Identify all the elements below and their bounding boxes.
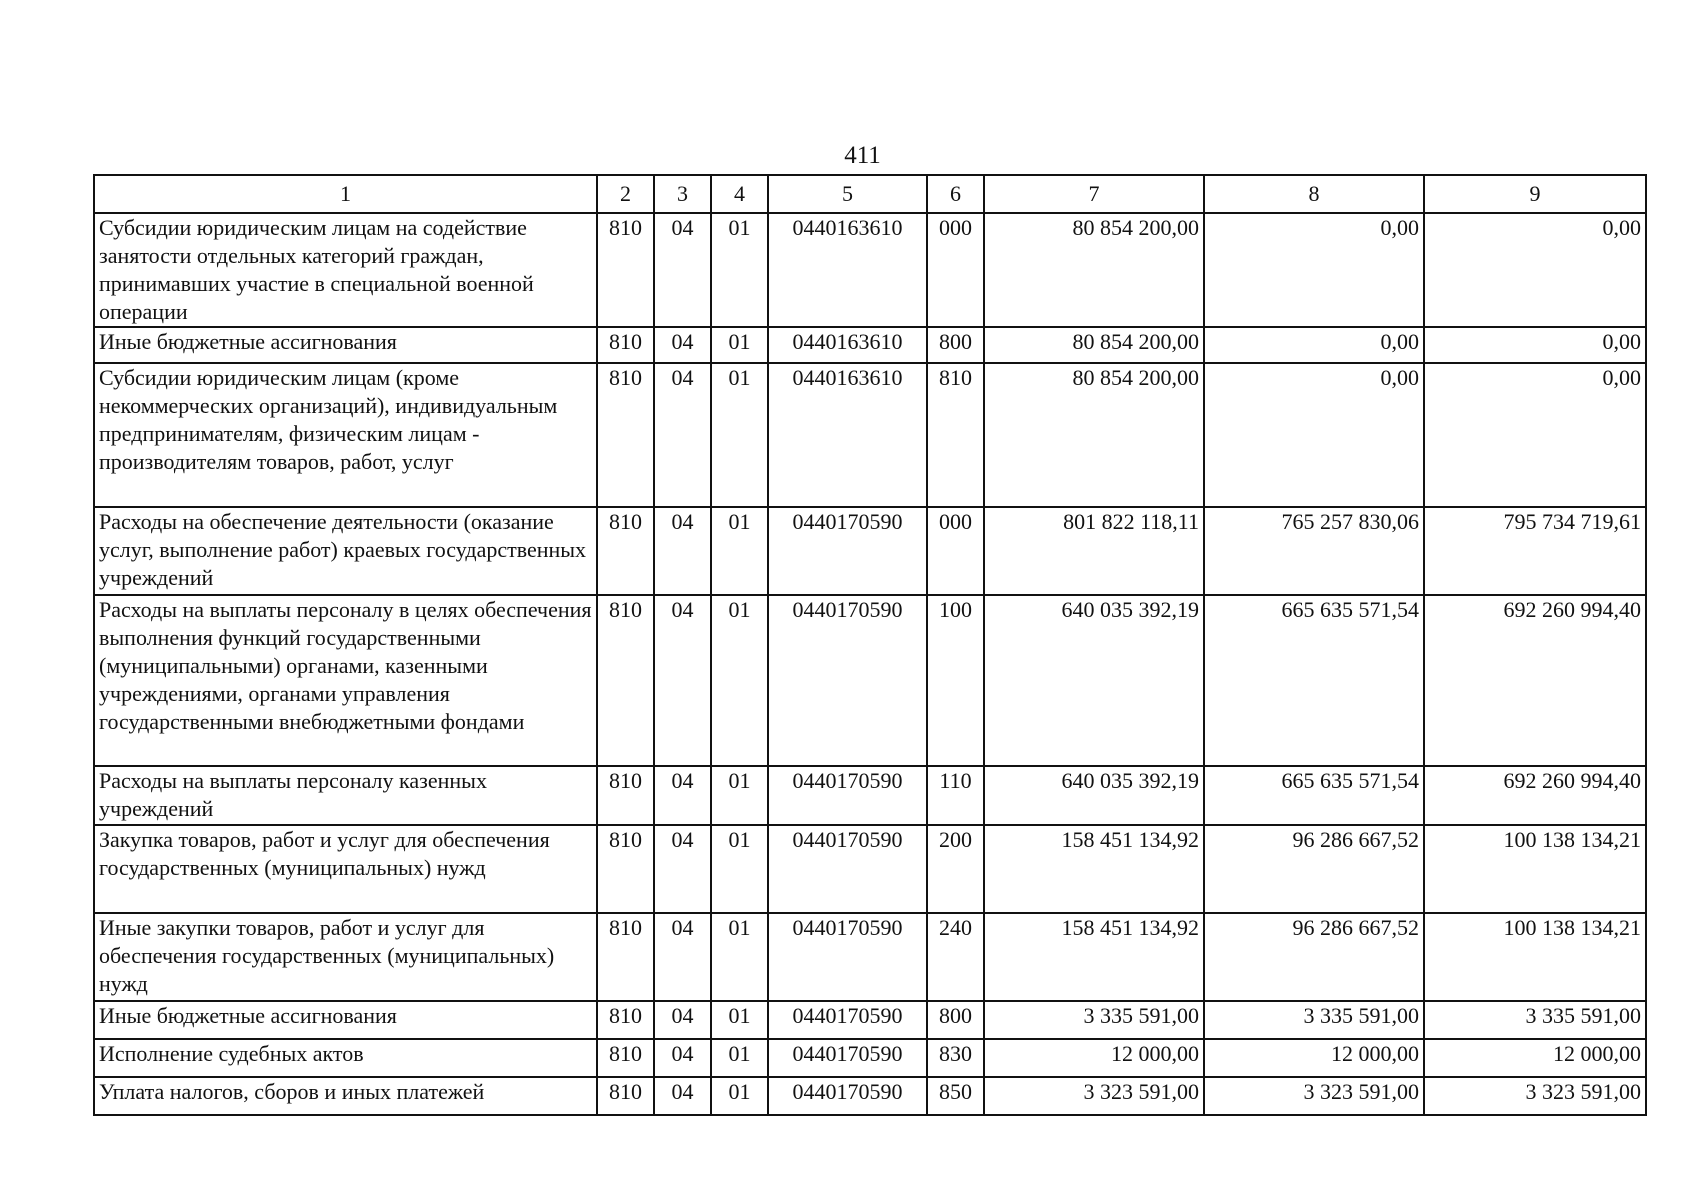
amount-col8: 3 335 591,00 bbox=[1204, 1001, 1424, 1039]
target-article-code: 0440170590 bbox=[768, 507, 927, 595]
amount-col9: 3 335 591,00 bbox=[1424, 1001, 1646, 1039]
amount-col8: 765 257 830,06 bbox=[1204, 507, 1424, 595]
target-article-code: 0440170590 bbox=[768, 825, 927, 913]
subsection-code: 01 bbox=[711, 825, 768, 913]
table-row bbox=[94, 825, 1646, 913]
admin-code: 810 bbox=[597, 1001, 654, 1039]
table-row bbox=[94, 766, 1646, 825]
admin-code: 810 bbox=[597, 595, 654, 766]
subsection-code: 01 bbox=[711, 363, 768, 507]
subsection-code: 01 bbox=[711, 327, 768, 363]
target-article-code: 0440170590 bbox=[768, 595, 927, 766]
table-row bbox=[94, 1001, 1646, 1039]
subsection-code: 01 bbox=[711, 595, 768, 766]
section-code: 04 bbox=[654, 913, 711, 1001]
row-name: Субсидии юридическим лицам (кроме некоммерческих организаций), индивидуальным предпринимателям, физическим лицам - производителям товаров, работ, услуг bbox=[94, 363, 597, 507]
expense-type-code: 800 bbox=[927, 1001, 984, 1039]
amount-col9: 100 138 134,21 bbox=[1424, 913, 1646, 1001]
header-cell: 3 bbox=[654, 175, 711, 213]
admin-code: 810 bbox=[597, 913, 654, 1001]
row-name: Субсидии юридическим лицам на содействие занятости отдельных категорий граждан, принимавших участие в специальной военной операции bbox=[94, 213, 597, 327]
row-name: Расходы на выплаты персоналу в целях обеспечения выполнения функций государственными (муниципальными) органами, казенными учреждениями, органами управления государственными внебюджетными фондами bbox=[94, 595, 597, 766]
target-article-code: 0440163610 bbox=[768, 327, 927, 363]
table-row bbox=[94, 213, 1646, 327]
row-name: Иные бюджетные ассигнования bbox=[94, 327, 597, 363]
expense-type-code: 100 bbox=[927, 595, 984, 766]
row-name: Уплата налогов, сборов и иных платежей bbox=[94, 1077, 597, 1115]
admin-code: 810 bbox=[597, 327, 654, 363]
amount-col9: 0,00 bbox=[1424, 363, 1646, 507]
target-article-code: 0440163610 bbox=[768, 363, 927, 507]
subsection-code: 01 bbox=[711, 1077, 768, 1115]
amount-col7: 12 000,00 bbox=[984, 1039, 1204, 1077]
budget-table bbox=[93, 174, 1647, 1116]
target-article-code: 0440170590 bbox=[768, 913, 927, 1001]
row-name: Расходы на обеспечение деятельности (оказание услуг, выполнение работ) краевых государственных учреждений bbox=[94, 507, 597, 595]
header-cell: 7 bbox=[984, 175, 1204, 213]
target-article-code: 0440170590 bbox=[768, 1001, 927, 1039]
header-cell: 9 bbox=[1424, 175, 1646, 213]
expense-type-code: 830 bbox=[927, 1039, 984, 1077]
expense-type-code: 110 bbox=[927, 766, 984, 825]
amount-col7: 640 035 392,19 bbox=[984, 595, 1204, 766]
amount-col7: 80 854 200,00 bbox=[984, 327, 1204, 363]
amount-col7: 158 451 134,92 bbox=[984, 913, 1204, 1001]
amount-col9: 692 260 994,40 bbox=[1424, 595, 1646, 766]
amount-col9: 795 734 719,61 bbox=[1424, 507, 1646, 595]
amount-col8: 0,00 bbox=[1204, 327, 1424, 363]
subsection-code: 01 bbox=[711, 507, 768, 595]
admin-code: 810 bbox=[597, 213, 654, 327]
subsection-code: 01 bbox=[711, 766, 768, 825]
row-name: Иные бюджетные ассигнования bbox=[94, 1001, 597, 1039]
amount-col9: 12 000,00 bbox=[1424, 1039, 1646, 1077]
expense-type-code: 200 bbox=[927, 825, 984, 913]
amount-col8: 665 635 571,54 bbox=[1204, 766, 1424, 825]
expense-type-code: 810 bbox=[927, 363, 984, 507]
target-article-code: 0440170590 bbox=[768, 1039, 927, 1077]
section-code: 04 bbox=[654, 1001, 711, 1039]
amount-col8: 96 286 667,52 bbox=[1204, 913, 1424, 1001]
table-row bbox=[94, 1039, 1646, 1077]
amount-col9: 692 260 994,40 bbox=[1424, 766, 1646, 825]
admin-code: 810 bbox=[597, 363, 654, 507]
row-name: Исполнение судебных актов bbox=[94, 1039, 597, 1077]
amount-col8: 96 286 667,52 bbox=[1204, 825, 1424, 913]
admin-code: 810 bbox=[597, 1077, 654, 1115]
amount-col8: 3 323 591,00 bbox=[1204, 1077, 1424, 1115]
header-cell: 2 bbox=[597, 175, 654, 213]
table-row bbox=[94, 1077, 1646, 1115]
header-cell: 1 bbox=[94, 175, 597, 213]
header-cell: 6 bbox=[927, 175, 984, 213]
target-article-code: 0440170590 bbox=[768, 766, 927, 825]
section-code: 04 bbox=[654, 766, 711, 825]
amount-col7: 158 451 134,92 bbox=[984, 825, 1204, 913]
amount-col7: 80 854 200,00 bbox=[984, 213, 1204, 327]
section-code: 04 bbox=[654, 595, 711, 766]
amount-col9: 0,00 bbox=[1424, 327, 1646, 363]
section-code: 04 bbox=[654, 213, 711, 327]
table-row bbox=[94, 913, 1646, 1001]
amount-col7: 640 035 392,19 bbox=[984, 766, 1204, 825]
row-name: Закупка товаров, работ и услуг для обеспечения государственных (муниципальных) нужд bbox=[94, 825, 597, 913]
section-code: 04 bbox=[654, 363, 711, 507]
amount-col8: 12 000,00 bbox=[1204, 1039, 1424, 1077]
table-row bbox=[94, 363, 1646, 507]
amount-col8: 0,00 bbox=[1204, 213, 1424, 327]
amount-col7: 3 335 591,00 bbox=[984, 1001, 1204, 1039]
target-article-code: 0440163610 bbox=[768, 213, 927, 327]
admin-code: 810 bbox=[597, 507, 654, 595]
admin-code: 810 bbox=[597, 1039, 654, 1077]
admin-code: 810 bbox=[597, 825, 654, 913]
header-cell: 5 bbox=[768, 175, 927, 213]
header-row bbox=[94, 175, 1646, 213]
amount-col9: 100 138 134,21 bbox=[1424, 825, 1646, 913]
table-row bbox=[94, 507, 1646, 595]
amount-col7: 801 822 118,11 bbox=[984, 507, 1204, 595]
amount-col8: 0,00 bbox=[1204, 363, 1424, 507]
amount-col9: 0,00 bbox=[1424, 213, 1646, 327]
amount-col7: 80 854 200,00 bbox=[984, 363, 1204, 507]
admin-code: 810 bbox=[597, 766, 654, 825]
subsection-code: 01 bbox=[711, 213, 768, 327]
page-number: 411 bbox=[844, 142, 881, 169]
table-row bbox=[94, 595, 1646, 766]
expense-type-code: 000 bbox=[927, 507, 984, 595]
header-cell: 4 bbox=[711, 175, 768, 213]
header-cell: 8 bbox=[1204, 175, 1424, 213]
subsection-code: 01 bbox=[711, 913, 768, 1001]
section-code: 04 bbox=[654, 1039, 711, 1077]
amount-col9: 3 323 591,00 bbox=[1424, 1077, 1646, 1115]
section-code: 04 bbox=[654, 327, 711, 363]
subsection-code: 01 bbox=[711, 1001, 768, 1039]
subsection-code: 01 bbox=[711, 1039, 768, 1077]
expense-type-code: 850 bbox=[927, 1077, 984, 1115]
table-row bbox=[94, 327, 1646, 363]
section-code: 04 bbox=[654, 507, 711, 595]
section-code: 04 bbox=[654, 1077, 711, 1115]
row-name: Иные закупки товаров, работ и услуг для обеспечения государственных (муниципальных) нужд bbox=[94, 913, 597, 1001]
expense-type-code: 240 bbox=[927, 913, 984, 1001]
target-article-code: 0440170590 bbox=[768, 1077, 927, 1115]
expense-type-code: 000 bbox=[927, 213, 984, 327]
amount-col7: 3 323 591,00 bbox=[984, 1077, 1204, 1115]
amount-col8: 665 635 571,54 bbox=[1204, 595, 1424, 766]
section-code: 04 bbox=[654, 825, 711, 913]
row-name: Расходы на выплаты персоналу казенных учреждений bbox=[94, 766, 597, 825]
expense-type-code: 800 bbox=[927, 327, 984, 363]
